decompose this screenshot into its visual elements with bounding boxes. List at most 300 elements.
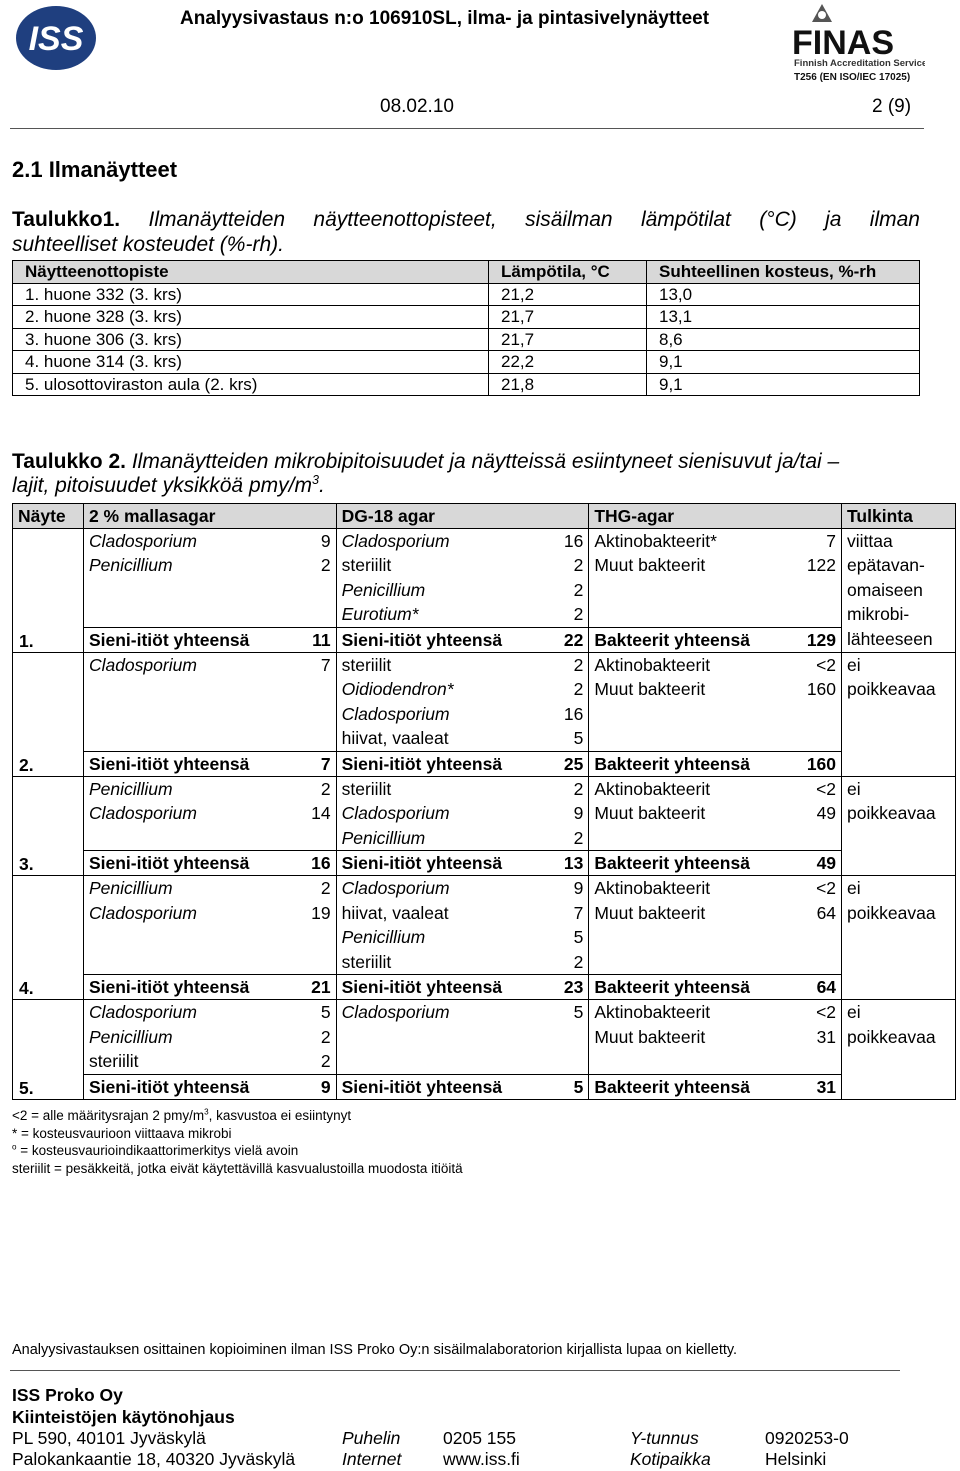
organism-name: Penicillium <box>88 555 173 576</box>
result-line <box>594 925 836 949</box>
organism-name: Bakteerit yhteensä <box>594 1076 750 1097</box>
count-value: 5 <box>573 927 584 948</box>
malt-agar-cell <box>83 652 336 751</box>
result-line <box>594 876 836 900</box>
organism-name: Penicillium <box>88 1026 173 1047</box>
count-value: 122 <box>806 555 837 576</box>
count-value: 160 <box>806 679 837 700</box>
total-cell <box>589 751 842 776</box>
column-header: Näytteenottopiste <box>13 261 489 284</box>
count-value: 2 <box>573 827 584 848</box>
table-row <box>13 351 920 374</box>
footnote-text: = kosteusvaurioindikaattorimerkitys vielä avoin <box>16 1143 299 1158</box>
total-line <box>89 752 331 776</box>
table-row <box>13 373 920 396</box>
total-line <box>594 975 836 999</box>
footer-divider <box>10 1370 900 1371</box>
footnote: steriilit = pesäkkeitä, jotka eivät käytettävillä kasvualustoilla muodosta itiöitä <box>12 1160 463 1176</box>
thg-agar-cell <box>589 1000 842 1074</box>
sample-total-row <box>13 1074 956 1099</box>
result-line <box>594 901 836 925</box>
table2-caption-text: Ilmanäytteiden mikrobipitoisuudet ja näytteissä esiintyneet sienisuvut ja/tai – <box>131 450 840 473</box>
interpretation-line: poikkeavaa <box>847 902 936 923</box>
count-value: 2 <box>573 579 584 600</box>
domicile: Helsinki <box>765 1449 827 1469</box>
result-line <box>89 1025 331 1049</box>
sample-number-cell <box>13 529 84 653</box>
count-value: 2 <box>573 654 584 675</box>
result-line <box>594 653 836 677</box>
result-line <box>594 726 836 750</box>
count-value: 129 <box>806 629 837 650</box>
result-line <box>342 925 584 949</box>
organism-name: Bakteerit yhteensä <box>594 629 750 650</box>
total-cell <box>336 851 589 876</box>
sample-total-row <box>13 975 956 1000</box>
organism-name: Bakteerit yhteensä <box>594 753 750 774</box>
total-cell <box>589 975 842 1000</box>
table-cell: 21,7 <box>489 306 647 329</box>
caption-word: Ilmanäytteiden <box>148 208 286 231</box>
interpretation-line: viittaa <box>847 531 893 551</box>
table-row <box>13 328 920 351</box>
organism-name: Aktinobakteerit <box>594 1002 711 1023</box>
result-line <box>89 677 331 701</box>
result-line <box>342 1000 584 1024</box>
microbe-results-table <box>12 503 956 1100</box>
website-link[interactable]: www.iss.fi <box>443 1449 520 1469</box>
caption-superscript: 3 <box>311 473 319 487</box>
result-line <box>594 801 836 825</box>
organism-name: steriilit <box>341 778 392 799</box>
total-line <box>342 628 584 652</box>
organism-name: Sieni-itiöt yhteensä <box>88 753 250 774</box>
organism-name: Penicillium <box>341 827 426 848</box>
count-value: 31 <box>816 1076 837 1097</box>
thg-agar-cell <box>589 529 842 628</box>
result-line <box>89 553 331 577</box>
total-cell <box>83 975 336 1000</box>
result-line <box>594 950 836 974</box>
count-value: 13 <box>563 853 584 874</box>
header-divider <box>10 128 924 129</box>
column-header: DG-18 agar <box>336 504 589 529</box>
result-line <box>89 925 331 949</box>
footnote-superscript: 3 <box>204 1107 209 1117</box>
organism-name: Sieni-itiöt yhteensä <box>341 753 503 774</box>
organism-name: Sieni-itiöt yhteensä <box>88 629 250 650</box>
table-row <box>13 306 920 329</box>
organism-name: steriilit <box>341 555 392 576</box>
count-value: 5 <box>573 1076 584 1097</box>
result-line <box>342 801 584 825</box>
total-cell <box>336 1074 589 1099</box>
sample-number: 2. <box>19 754 34 775</box>
count-value: 2 <box>320 1026 331 1047</box>
total-line <box>594 851 836 875</box>
table-cell: 1. huone 332 (3. krs) <box>13 283 489 306</box>
table-cell: 21,8 <box>489 373 647 396</box>
count-value: 16 <box>563 531 584 551</box>
table-cell: 8,6 <box>647 328 920 351</box>
caption-word: näytteenottopisteet, <box>313 208 497 231</box>
total-line <box>89 975 331 999</box>
organism-name: steriilit <box>341 654 392 675</box>
organism-name: Muut bakteerit <box>594 679 706 700</box>
organism-name: Aktinobakteerit <box>594 778 711 799</box>
footnotes <box>12 1107 463 1177</box>
sample-number: 1. <box>19 630 34 651</box>
table2-caption-label: Taulukko 2. <box>12 450 126 473</box>
result-line <box>342 578 584 602</box>
result-line <box>594 1000 836 1024</box>
column-header: 2 % mallasagar <box>83 504 336 529</box>
organism-name: Eurotium* <box>341 604 419 625</box>
dg18-agar-cell <box>336 876 589 975</box>
organism-name: Sieni-itiöt yhteensä <box>341 977 503 998</box>
caption-word: lämpötilat <box>640 208 731 231</box>
sample-number-cell <box>13 776 84 876</box>
total-line <box>342 1075 584 1099</box>
organism-name: Cladosporium <box>341 803 450 824</box>
count-value: <2 <box>816 1002 837 1023</box>
interpretation-line: ei <box>847 654 861 675</box>
interpretation-line: poikkeavaa <box>847 679 936 700</box>
total-line <box>342 752 584 776</box>
count-value: 64 <box>816 977 837 998</box>
count-value: 2 <box>573 604 584 625</box>
total-line <box>594 752 836 776</box>
interpretation-line: ei <box>847 1002 861 1023</box>
finas-sub: Finnish Accreditation Service <box>794 58 925 69</box>
organism-name: Penicillium <box>341 579 426 600</box>
interpretation-line: ei <box>847 878 861 899</box>
organism-name: Cladosporium <box>88 654 197 675</box>
organism-name: Cladosporium <box>88 803 197 824</box>
result-line <box>89 1049 331 1073</box>
table1-caption-line2: suhteelliset kosteudet (%-rh). <box>12 233 284 256</box>
footnote-superscript: o <box>12 1142 17 1152</box>
result-line <box>89 777 331 801</box>
result-line <box>89 876 331 900</box>
table-header-row <box>13 261 920 284</box>
thg-agar-cell <box>589 776 842 850</box>
organism-name: Cladosporium <box>88 902 197 923</box>
table-cell: 9,1 <box>647 351 920 374</box>
column-header: Näyte <box>13 504 84 529</box>
malt-agar-cell <box>83 1000 336 1074</box>
total-cell <box>336 627 589 652</box>
count-value: 23 <box>563 977 584 998</box>
total-cell <box>336 751 589 776</box>
result-line <box>89 801 331 825</box>
table-cell: 13,0 <box>647 283 920 306</box>
organism-name: Bakteerit yhteensä <box>594 977 750 998</box>
count-value: 2 <box>320 878 331 899</box>
address-line2: Palokankaantie 18, 40320 Jyväskylä <box>12 1449 296 1469</box>
count-value: 5 <box>573 728 584 749</box>
organism-name: Aktinobakteerit* <box>594 531 717 551</box>
organism-name: Sieni-itiöt yhteensä <box>341 629 503 650</box>
count-value: 5 <box>573 1002 584 1023</box>
count-value: 7 <box>826 531 837 551</box>
column-header: THG-agar <box>589 504 842 529</box>
dg18-agar-cell <box>336 529 589 628</box>
sample-row <box>13 1000 956 1074</box>
count-value: 25 <box>563 753 584 774</box>
caption-word: ja <box>825 208 842 231</box>
organism-name: hiivat, vaaleat <box>341 728 449 749</box>
count-value: 160 <box>806 753 837 774</box>
footnote: * = kosteusvaurioon viittaava mikrobi <box>12 1125 232 1141</box>
total-cell <box>589 1074 842 1099</box>
table-cell: 2. huone 328 (3. krs) <box>13 306 489 329</box>
interpretation-cell <box>842 1000 956 1100</box>
domicile-label: Kotipaikka <box>630 1449 711 1469</box>
organism-name: Cladosporium <box>88 531 197 551</box>
organism-name: Muut bakteerit <box>594 803 706 824</box>
column-header: Tulkinta <box>842 504 956 529</box>
result-line <box>89 901 331 925</box>
count-value: 7 <box>320 753 331 774</box>
organism-name: Muut bakteerit <box>594 555 706 576</box>
malt-agar-cell <box>83 776 336 850</box>
sample-number: 3. <box>19 854 34 875</box>
count-value: 49 <box>816 853 837 874</box>
result-line <box>89 702 331 726</box>
total-line <box>342 975 584 999</box>
result-line <box>594 677 836 701</box>
result-line <box>342 726 584 750</box>
count-value: 9 <box>320 1076 331 1097</box>
total-cell <box>83 627 336 652</box>
organism-name: Bakteerit yhteensä <box>594 853 750 874</box>
interpretation-line: mikrobi- <box>847 604 910 625</box>
result-line <box>342 677 584 701</box>
caption-text: lajit, pitoisuudet yksikköä pmy/m <box>12 474 312 497</box>
result-line <box>342 553 584 577</box>
result-line <box>89 653 331 677</box>
result-line <box>594 1049 836 1073</box>
count-value: 16 <box>563 703 584 724</box>
organism-name: steriilit <box>88 1051 139 1072</box>
total-line <box>89 628 331 652</box>
result-line <box>342 702 584 726</box>
organism-name: Muut bakteerit <box>594 902 706 923</box>
organism-name: Penicillium <box>341 927 426 948</box>
table2-caption-line1 <box>12 450 839 474</box>
finas-code: T256 (EN ISO/IEC 17025) <box>794 72 911 83</box>
organism-name: Penicillium <box>88 778 173 799</box>
result-line <box>594 1025 836 1049</box>
interpretation-line: poikkeavaa <box>847 1026 936 1047</box>
caption-word: ilman <box>869 208 920 231</box>
count-value: 7 <box>320 654 331 675</box>
count-value: 5 <box>320 1002 331 1023</box>
organism-name: Sieni-itiöt yhteensä <box>88 1076 250 1097</box>
result-line <box>594 529 836 553</box>
caption-word: sisäilman <box>525 208 613 231</box>
table1-caption-line1 <box>12 208 920 232</box>
count-value: 2 <box>320 1051 331 1072</box>
sample-number: 4. <box>19 978 34 999</box>
total-line <box>594 628 836 652</box>
table-cell: 9,1 <box>647 373 920 396</box>
count-value: 9 <box>573 803 584 824</box>
footnote-text: , kasvustoa ei esiintynyt <box>208 1108 352 1123</box>
dg18-agar-cell <box>336 652 589 751</box>
organism-name: Muut bakteerit <box>594 1026 706 1047</box>
total-cell <box>589 851 842 876</box>
total-line <box>89 1075 331 1099</box>
table-header-row <box>13 504 956 529</box>
interpretation-cell <box>842 776 956 876</box>
copyright-notice: Analyysivastauksen osittainen kopioiminen ilman ISS Proko Oy:n sisäilmalaboratorion kirjallista lupaa on kielletty. <box>12 1342 738 1358</box>
dg18-agar-cell <box>336 1000 589 1074</box>
table-cell: 3. huone 306 (3. krs) <box>13 328 489 351</box>
table1-caption-label: Taulukko1. <box>12 208 121 231</box>
thg-agar-cell <box>589 876 842 975</box>
total-line <box>89 851 331 875</box>
internet-label: Internet <box>342 1449 402 1469</box>
sample-number-cell <box>13 876 84 1000</box>
count-value: 31 <box>816 1026 837 1047</box>
interpretation-line: ei <box>847 778 861 799</box>
total-cell <box>589 627 842 652</box>
result-line <box>342 901 584 925</box>
iss-logo-text: ISS <box>28 20 84 58</box>
column-header: Suhteellinen kosteus, %-rh <box>647 261 920 284</box>
table2-caption-line2 <box>12 474 325 498</box>
iss-logo <box>14 4 98 72</box>
result-line <box>342 529 584 553</box>
interpretation-cell <box>842 652 956 776</box>
table-cell: 22,2 <box>489 351 647 374</box>
count-value: 2 <box>573 555 584 576</box>
table-cell: 21,2 <box>489 283 647 306</box>
business-id-label: Y-tunnus <box>630 1428 699 1448</box>
count-value: 49 <box>816 803 837 824</box>
organism-name: Aktinobakteerit <box>594 878 711 899</box>
organism-name: Sieni-itiöt yhteensä <box>341 1076 503 1097</box>
organism-name: Sieni-itiöt yhteensä <box>341 853 503 874</box>
interpretation-line: omaiseen <box>847 579 923 600</box>
result-line <box>89 602 331 626</box>
column-header: Lämpötila, °C <box>489 261 647 284</box>
result-line <box>594 702 836 726</box>
organism-name: Cladosporium <box>341 878 450 899</box>
count-value: <2 <box>816 778 837 799</box>
interpretation-line: poikkeavaa <box>847 803 936 824</box>
result-line <box>342 1049 584 1073</box>
dg18-agar-cell <box>336 776 589 850</box>
sample-row <box>13 776 956 850</box>
sample-total-row <box>13 627 956 652</box>
finas-name: FINAS <box>792 24 894 62</box>
sample-number-cell <box>13 1000 84 1100</box>
company-name: ISS Proko Oy <box>12 1385 123 1405</box>
count-value: <2 <box>816 654 837 675</box>
result-line <box>89 826 331 850</box>
interpretation-cell <box>842 529 956 653</box>
count-value: 22 <box>563 629 584 650</box>
footnote <box>12 1142 463 1160</box>
result-line <box>342 777 584 801</box>
interpretation-line: epätavan- <box>847 555 925 576</box>
section-title: 2.1 Ilmanäytteet <box>12 157 178 182</box>
organism-name: Cladosporium <box>88 1002 197 1023</box>
interpretation-cell <box>842 876 956 1000</box>
total-cell <box>83 751 336 776</box>
air-sample-conditions-table <box>12 260 920 396</box>
organism-name: Penicillium <box>88 878 173 899</box>
total-line <box>342 851 584 875</box>
footnote-text: <2 = alle määritysrajan 2 pmy/m <box>12 1108 205 1123</box>
result-line <box>594 777 836 801</box>
table-cell: 13,1 <box>647 306 920 329</box>
result-line <box>342 826 584 850</box>
phone-label: Puhelin <box>342 1428 401 1448</box>
sample-number-cell <box>13 652 84 776</box>
caption-period: . <box>318 474 325 497</box>
footnote <box>12 1107 463 1125</box>
count-value: 19 <box>311 902 331 923</box>
result-line <box>594 602 836 626</box>
report-date: 08.02.10 <box>380 96 454 117</box>
organism-name: Sieni-itiöt yhteensä <box>88 977 250 998</box>
organism-name: Sieni-itiöt yhteensä <box>88 853 250 874</box>
result-line <box>89 1000 331 1024</box>
total-line <box>594 1075 836 1099</box>
interpretation-line: lähteeseen <box>847 628 933 649</box>
sample-number: 5. <box>19 1077 34 1098</box>
count-value: 2 <box>573 778 584 799</box>
organism-name: Aktinobakteerit <box>594 654 711 675</box>
organism-name: hiivat, vaaleat <box>341 902 449 923</box>
count-value: 14 <box>311 803 331 824</box>
result-line <box>342 602 584 626</box>
count-value: 2 <box>320 778 331 799</box>
caption-word: (°C) <box>759 208 797 231</box>
result-line <box>89 578 331 602</box>
result-line <box>342 1025 584 1049</box>
sample-row <box>13 652 956 751</box>
finas-logo <box>790 2 925 84</box>
malt-agar-cell <box>83 529 336 628</box>
count-value: 16 <box>311 853 331 874</box>
count-value: 9 <box>320 531 331 551</box>
company-unit: Kiinteistöjen käytönohjaus <box>12 1407 235 1427</box>
count-value: 2 <box>320 555 331 576</box>
table-row <box>13 283 920 306</box>
total-cell <box>83 851 336 876</box>
sample-total-row <box>13 751 956 776</box>
organism-name: Cladosporium <box>341 1002 450 1023</box>
organism-name: Cladosporium <box>341 703 450 724</box>
table-cell: 21,7 <box>489 328 647 351</box>
sample-row <box>13 529 956 628</box>
result-line <box>594 553 836 577</box>
sample-row <box>13 876 956 975</box>
table-cell: 5. ulosottoviraston aula (2. krs) <box>13 373 489 396</box>
result-line <box>89 529 331 553</box>
table-cell: 4. huone 314 (3. krs) <box>13 351 489 374</box>
result-line <box>89 726 331 750</box>
thg-agar-cell <box>589 652 842 751</box>
result-line <box>342 876 584 900</box>
count-value: 2 <box>573 679 584 700</box>
malt-agar-cell <box>83 876 336 975</box>
